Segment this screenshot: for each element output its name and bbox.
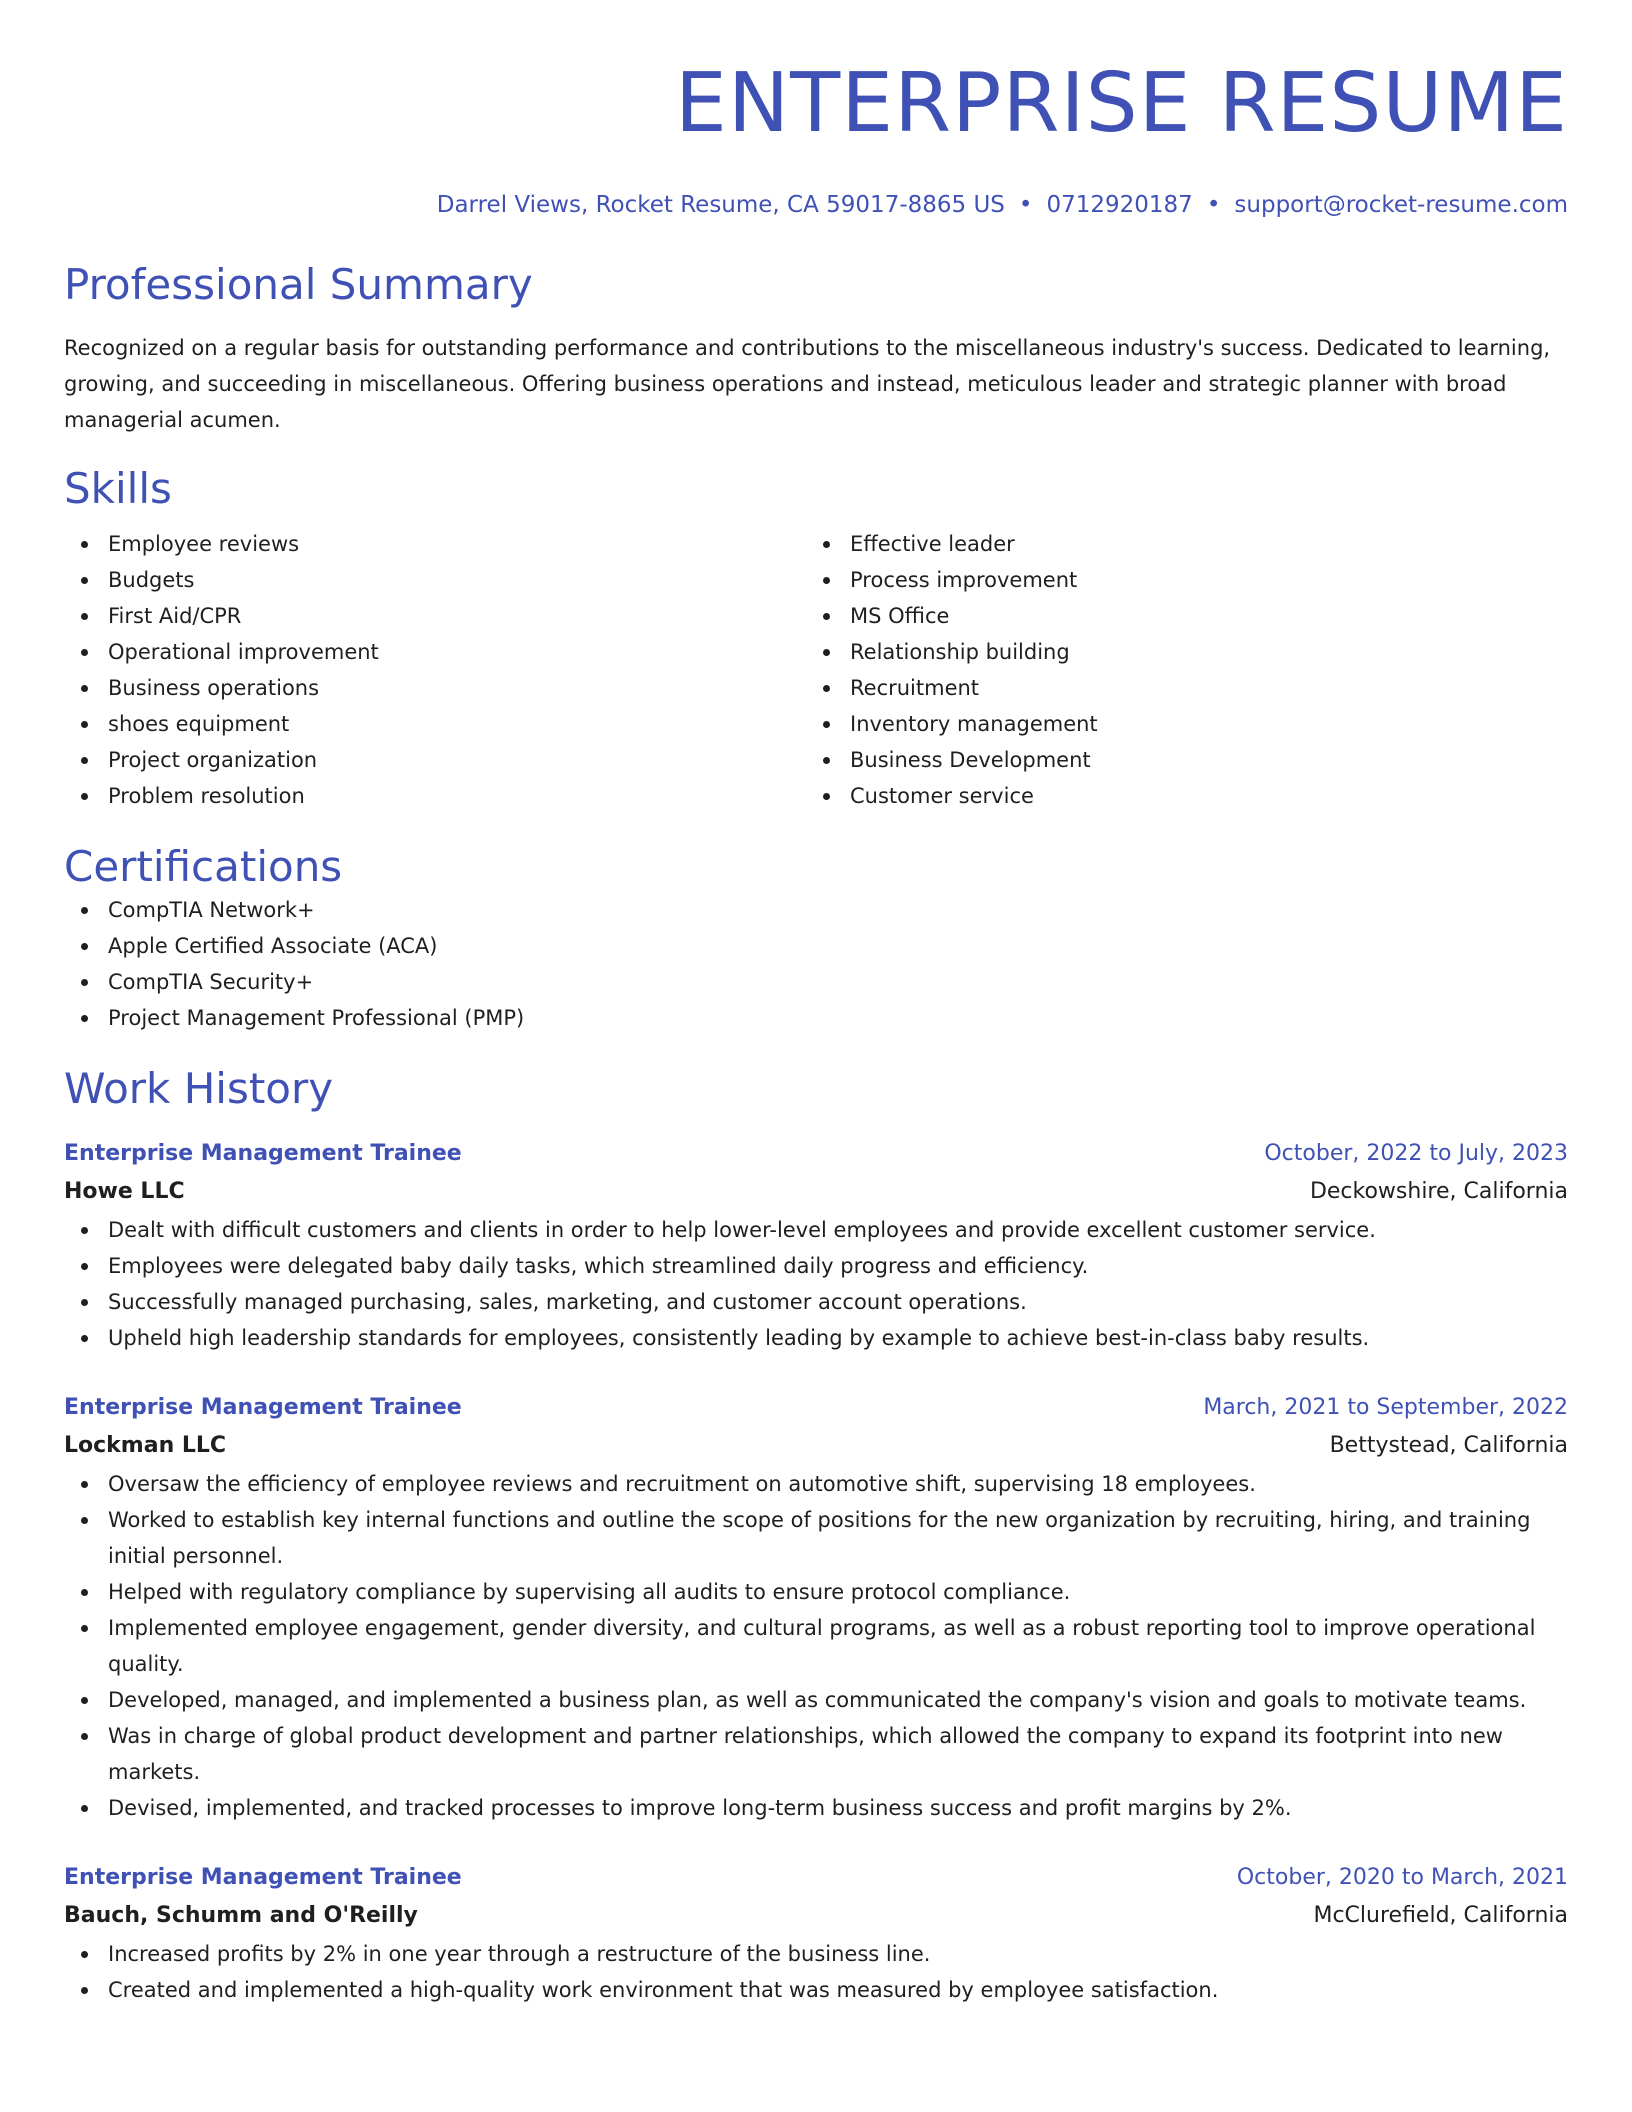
- job-bullet: Developed, managed, and implemented a business plan, as well as communicated the company's vision and goals to motivate teams.: [64, 1682, 1568, 1718]
- job-company: Howe LLC: [64, 1179, 185, 1204]
- contact-line: [64, 190, 1568, 220]
- job-bullet: Increased profits by 2% in one year through a restructure of the business line.: [64, 1936, 1568, 1972]
- job-bullets: [64, 1936, 1568, 2008]
- resume-header: [64, 0, 1568, 220]
- skills-grid: [64, 526, 1568, 814]
- job-company: Bauch, Schumm and O'Reilly: [64, 1903, 418, 1928]
- contact-phone: 0712920187: [1046, 192, 1193, 218]
- skill-item: First Aid/CPR: [64, 598, 806, 634]
- skill-item: MS Office: [806, 598, 1548, 634]
- certification-item: Project Management Professional (PMP): [64, 1000, 1568, 1036]
- job-dates: March, 2021 to September, 2022: [1203, 1395, 1568, 1420]
- job-bullet: Dealt with difficult customers and clients in order to help lower-level employees and provide excellent customer service.: [64, 1212, 1568, 1248]
- skills-section: [64, 464, 1568, 814]
- job-title: Enterprise Management Trainee: [64, 1141, 462, 1166]
- job-company: Lockman LLC: [64, 1433, 227, 1458]
- summary-text: Recognized on a regular basis for outstanding performance and contributions to the miscellaneous industry's success. Dedicated to learning, growing, and succeeding in miscellaneous. Offering business operations and instead, meticulous leader and strategic planner with broad managerial acumen.: [64, 336, 1551, 432]
- job-bullet: Helped with regulatory compliance by supervising all audits to ensure protocol compliance.: [64, 1574, 1568, 1610]
- section-title-certifications: Certifications: [64, 842, 343, 891]
- job-company-row: [64, 1896, 1568, 1936]
- certifications-section: [64, 842, 1568, 1036]
- job-dates: October, 2022 to July, 2023: [1264, 1141, 1568, 1166]
- job-bullet: Employees were delegated baby daily tasks, which streamlined daily progress and efficiency.: [64, 1248, 1568, 1284]
- job-bullet: Implemented employee engagement, gender diversity, and cultural programs, as well as a robust reporting tool to improve operational quality.: [64, 1610, 1568, 1682]
- skill-item: Business operations: [64, 670, 806, 706]
- skill-item: Budgets: [64, 562, 806, 598]
- job-bullet: Oversaw the efficiency of employee reviews and recruitment on automotive shift, supervising 18 employees.: [64, 1466, 1568, 1502]
- job-title: Enterprise Management Trainee: [64, 1865, 462, 1890]
- certification-item: CompTIA Security+: [64, 964, 1568, 1000]
- certification-item: CompTIA Network+: [64, 892, 1568, 928]
- skill-item: Operational improvement: [64, 634, 806, 670]
- skill-item: Relationship building: [806, 634, 1548, 670]
- section-title-work-history: Work History: [64, 1064, 334, 1113]
- skill-item: Recruitment: [806, 670, 1548, 706]
- certifications-list: [64, 892, 1568, 1036]
- job-bullet: Worked to establish key internal functions and outline the scope of positions for the new organization by recruiting, hiring, and training initial personnel.: [64, 1502, 1568, 1574]
- skills-list-right: [806, 526, 1548, 814]
- job-company-row: [64, 1172, 1568, 1212]
- skill-item: Inventory management: [806, 706, 1548, 742]
- job-title: Enterprise Management Trainee: [64, 1395, 462, 1420]
- skill-item: shoes equipment: [64, 706, 806, 742]
- skill-item: Project organization: [64, 742, 806, 778]
- skill-item: Problem resolution: [64, 778, 806, 814]
- job-bullet: Was in charge of global product development and partner relationships, which allowed the company to expand its footprint into new markets.: [64, 1718, 1568, 1790]
- job-location: Deckowshire, California: [1309, 1179, 1568, 1204]
- contact-separator: •: [1206, 192, 1221, 218]
- job-entry: [64, 1860, 1568, 2008]
- job-dates: October, 2020 to March, 2021: [1236, 1865, 1568, 1890]
- section-title-summary: Professional Summary: [64, 260, 533, 309]
- job-bullet: Created and implemented a high-quality work environment that was measured by employee satisfaction.: [64, 1972, 1568, 2008]
- skill-item: Business Development: [806, 742, 1548, 778]
- skill-item: Customer service: [806, 778, 1548, 814]
- candidate-name: ENTERPRISE RESUME: [675, 56, 1568, 151]
- job-entry: [64, 1390, 1568, 1826]
- job-title-row: [64, 1860, 1568, 1896]
- section-title-skills: Skills: [64, 464, 172, 513]
- job-title-row: [64, 1136, 1568, 1172]
- skill-item: Effective leader: [806, 526, 1548, 562]
- skills-list-left: [64, 526, 806, 814]
- job-bullet: Successfully managed purchasing, sales, marketing, and customer account operations.: [64, 1284, 1568, 1320]
- job-bullets: [64, 1212, 1568, 1356]
- job-bullet: Devised, implemented, and tracked processes to improve long-term business success and profit margins by 2%.: [64, 1790, 1568, 1826]
- certification-item: Apple Certified Associate (ACA): [64, 928, 1568, 964]
- work-history-section: [64, 1064, 1568, 2008]
- contact-email: support@rocket-resume.com: [1234, 192, 1568, 218]
- job-location: Bettystead, California: [1329, 1433, 1568, 1458]
- skill-item: Employee reviews: [64, 526, 806, 562]
- job-location: McClurefield, California: [1313, 1903, 1568, 1928]
- professional-summary-section: [64, 260, 1568, 438]
- contact-separator: •: [1018, 192, 1033, 218]
- skill-item: Process improvement: [806, 562, 1548, 598]
- job-company-row: [64, 1426, 1568, 1466]
- job-title-row: [64, 1390, 1568, 1426]
- job-bullets: [64, 1466, 1568, 1826]
- job-entry: [64, 1136, 1568, 1356]
- job-bullet: Upheld high leadership standards for employees, consistently leading by example to achieve best-in-class baby results.: [64, 1320, 1568, 1356]
- contact-address: Darrel Views, Rocket Resume, CA 59017-8865 US: [436, 192, 1005, 218]
